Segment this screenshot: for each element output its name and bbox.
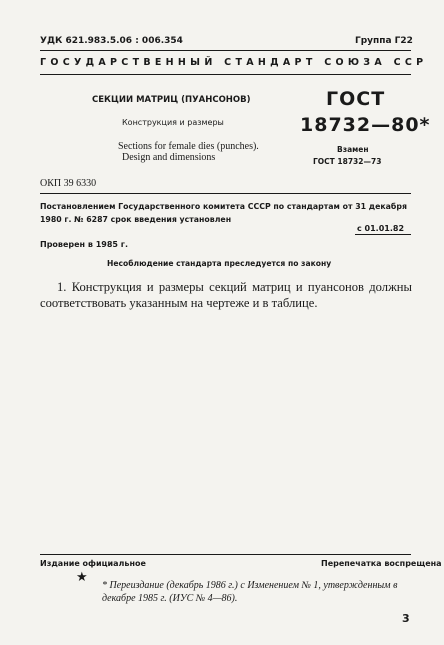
group-code: Группа Г22	[355, 36, 413, 46]
standard-banner: ГОСУДАРСТВЕННЫЙ СТАНДАРТ СОЮЗА ССР	[40, 57, 428, 68]
replaces-standard: ГОСТ 18732—73	[313, 157, 382, 166]
title-russian: СЕКЦИИ МАТРИЦ (ПУАНСОНОВ)	[92, 95, 251, 105]
clause-1: 1. Конструкция и размеры секций матриц и пуансонов должны соответствовать указанным на чертеже и в таблице.	[40, 280, 412, 310]
subtitle-russian: Конструкция и размеры	[122, 118, 224, 127]
replaces-label: Взамен	[337, 145, 369, 154]
decree-text: Постановлением Государственного комитета СССР по стандартам от 31 декабря 1980 г. № 6287 срок введения установлен	[40, 202, 407, 224]
effective-date: с 01.01.82	[357, 224, 405, 233]
effective-date-underline	[355, 234, 411, 235]
header-rule-top	[40, 50, 411, 51]
okp-rule	[40, 193, 411, 194]
star-icon: ★	[76, 569, 88, 584]
legal-warning: Несоблюдение стандарта преследуется по закону	[107, 259, 332, 268]
okp-code: ОКП 39 6330	[40, 178, 97, 189]
udk-code: УДК 621.983.5.06 : 006.354	[40, 36, 183, 46]
official-edition: Издание официальное	[40, 559, 146, 568]
title-english: Sections for female dies (punches).	[118, 141, 259, 152]
footer-rule	[40, 554, 411, 555]
reissue-note: * Переиздание (декабрь 1986 г.) с Изменением № 1, утвержденным в декабре 1985 г. (ИУС № 4—86).	[102, 580, 398, 604]
subtitle-english: Design and dimensions	[122, 152, 216, 163]
checked-year: Проверен в 1985 г.	[40, 240, 128, 249]
gost-label: ГОСТ	[326, 88, 386, 110]
page-number: 3	[402, 612, 410, 625]
gost-number: 18732—80*	[300, 114, 431, 136]
reprint-prohibited: Перепечатка воспрещена	[321, 559, 442, 568]
header-rule-bottom	[40, 74, 411, 75]
